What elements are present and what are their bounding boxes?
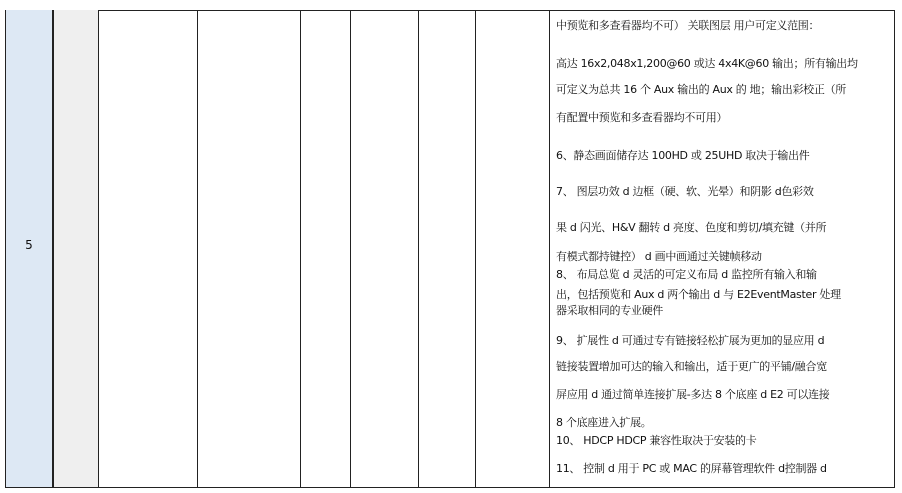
table-cell — [418, 10, 475, 487]
description-line: 可定义为总共 16 个 Aux 输出的 Aux 的 地；输出彩校正（所 — [556, 83, 846, 96]
description-line: 10、 HDCP HDCP 兼容性取决于安装的卡 — [556, 434, 757, 447]
description-line: 8、 布局总览 d 灵活的可定义布局 d 监控所有输入和输 — [556, 268, 817, 281]
description-line: 屏应用 d 通过简单连接扩展-多达 8 个底座 d E2 可以连接 — [556, 388, 830, 401]
table-cell — [300, 10, 350, 487]
description-line: 7、 图层功效 d 边框（硬、软、光晕）和阴影 d色彩效 — [556, 185, 814, 198]
table-cell — [475, 10, 549, 487]
description-line: 出，包括预览和 Aux d 两个输出 d 与 E2EventMaster 处理 — [556, 288, 841, 301]
description-line: 果 d 闪光、H&V 翻转 d 亮度、色度和剪切/填充键（并所 — [556, 221, 827, 234]
description-line: 11、 控制 d 用于 PC 或 MAC 的屏幕管理软件 d控制器 d — [556, 462, 827, 475]
description-line: 高达 16x2,048x1,200@60 或达 4x4K@60 输出；所有输出均 — [556, 57, 858, 70]
table-cell — [350, 10, 418, 487]
description-line: 中预览和多查看器均不可） 关联图层 用户可定义范围： — [556, 19, 820, 32]
description-line: 9、 扩展性 d 可通过专有链接轻松扩展为更加的显应用 d — [556, 334, 825, 347]
description-line: 6、静态画面储存达 100HD 或 25UHD 取决于输出件 — [556, 149, 810, 162]
description-line: 链接装置增加可达的输入和输出，适于更广的平铺/融合宽 — [556, 360, 827, 373]
table-bottom-border — [5, 487, 895, 488]
row-number: 5 — [25, 238, 33, 252]
table-cell — [53, 10, 98, 487]
table-cell — [197, 10, 300, 487]
description-line: 有配置中预览和多查看器均不可用） — [556, 111, 728, 124]
description-line: 有模式都持键控） d 画中画通过关键帧移动 — [556, 250, 762, 263]
description-line: 8 个底座进入扩展。 — [556, 416, 652, 429]
table-cell — [98, 10, 197, 487]
description-line: 器采取相同的专业硬件 — [556, 304, 663, 317]
